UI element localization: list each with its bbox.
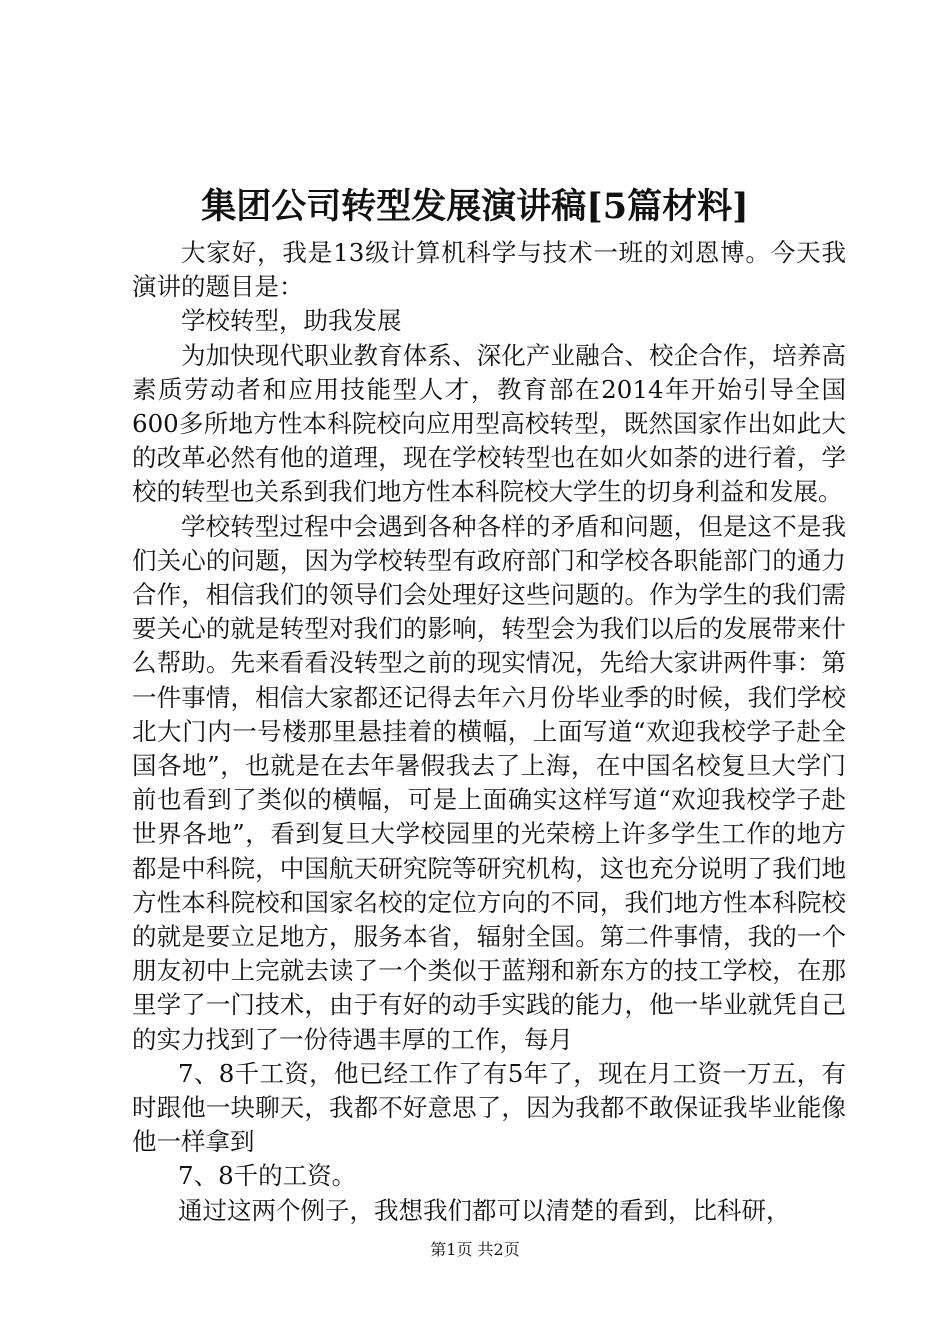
paragraph-salary: 7、8千工资，他已经工作了有5年了，现在月工资一万五，有时跟他一块聊天，我都不好意思了，因为我都不敢保证我毕业能像他一样拿到 xyxy=(132,1058,846,1157)
document-body xyxy=(132,236,846,1228)
paragraph-background: 为加快现代职业教育体系、深化产业融合、校企合作，培养高素质劳动者和应用技能型人才，教育部在2014年开始引导全国600多所地方性本科院校向应用型高校转型，既然国家作出如此大的改革必然有他的道理，现在学校转型也在如火如荼的进行着，学校的转型也关系到我们地方性本科院校大学生的切身利益和发展。 xyxy=(132,340,846,507)
paragraph-conclusion: 通过这两个例子，我想我们都可以清楚的看到，比科研， xyxy=(178,1195,791,1225)
paragraph-salary-end: 7、8千的工资。 xyxy=(178,1161,357,1191)
paragraph-greeting: 大家好，我是13级计算机科学与技术一班的刘恩博。今天我演讲的题目是： xyxy=(132,238,846,302)
document-title: 集团公司转型发展演讲稿[5篇材料] xyxy=(201,186,749,227)
paragraph-topic: 学校转型，助我发展 xyxy=(181,306,402,336)
paragraph-examples: 学校转型过程中会遇到各种各样的矛盾和问题，但是这不是我们关心的问题，因为学校转型有政府部门和学校各职能部门的通力合作，相信我们的领导们会处理好这些问题的。作为学生的我们需要关心的就是转型对我们的影响，转型会为我们以后的发展带来什么帮助。先来看看没转型之前的现实情况，先给大家讲两件事：第一件事情，相信大家都还记得去年六月份毕业季的时候，我们学校北大门内一号楼那里悬挂着的横幅，上面写道“欢迎我校学子赴全国各地”，也就是在去年暑假我去了上海，在中国名校复旦大学门前也看到了类似的横幅，可是上面确实这样写道“欢迎我校学子赴世界各地”，看到复旦大学校园里的光荣榜上许多学生工作的地方都是中科院，中国航天研究院等研究机构，这也充分说明了我们地方性本科院校和国家名校的定位方向的不同，我们地方性本科院校的就是要立足地方，服务本省，辐射全国。第二件事情，我的一个朋友初中上完就去读了一个类似于蓝翔和新东方的技工学校，在那里学了一门技术，由于有好的动手实践的能力，他一毕业就凭自己的实力找到了一份待遇丰厚的工作，每月 xyxy=(132,511,846,1054)
page-number-footer: 第1页 共2页 xyxy=(430,1240,520,1259)
